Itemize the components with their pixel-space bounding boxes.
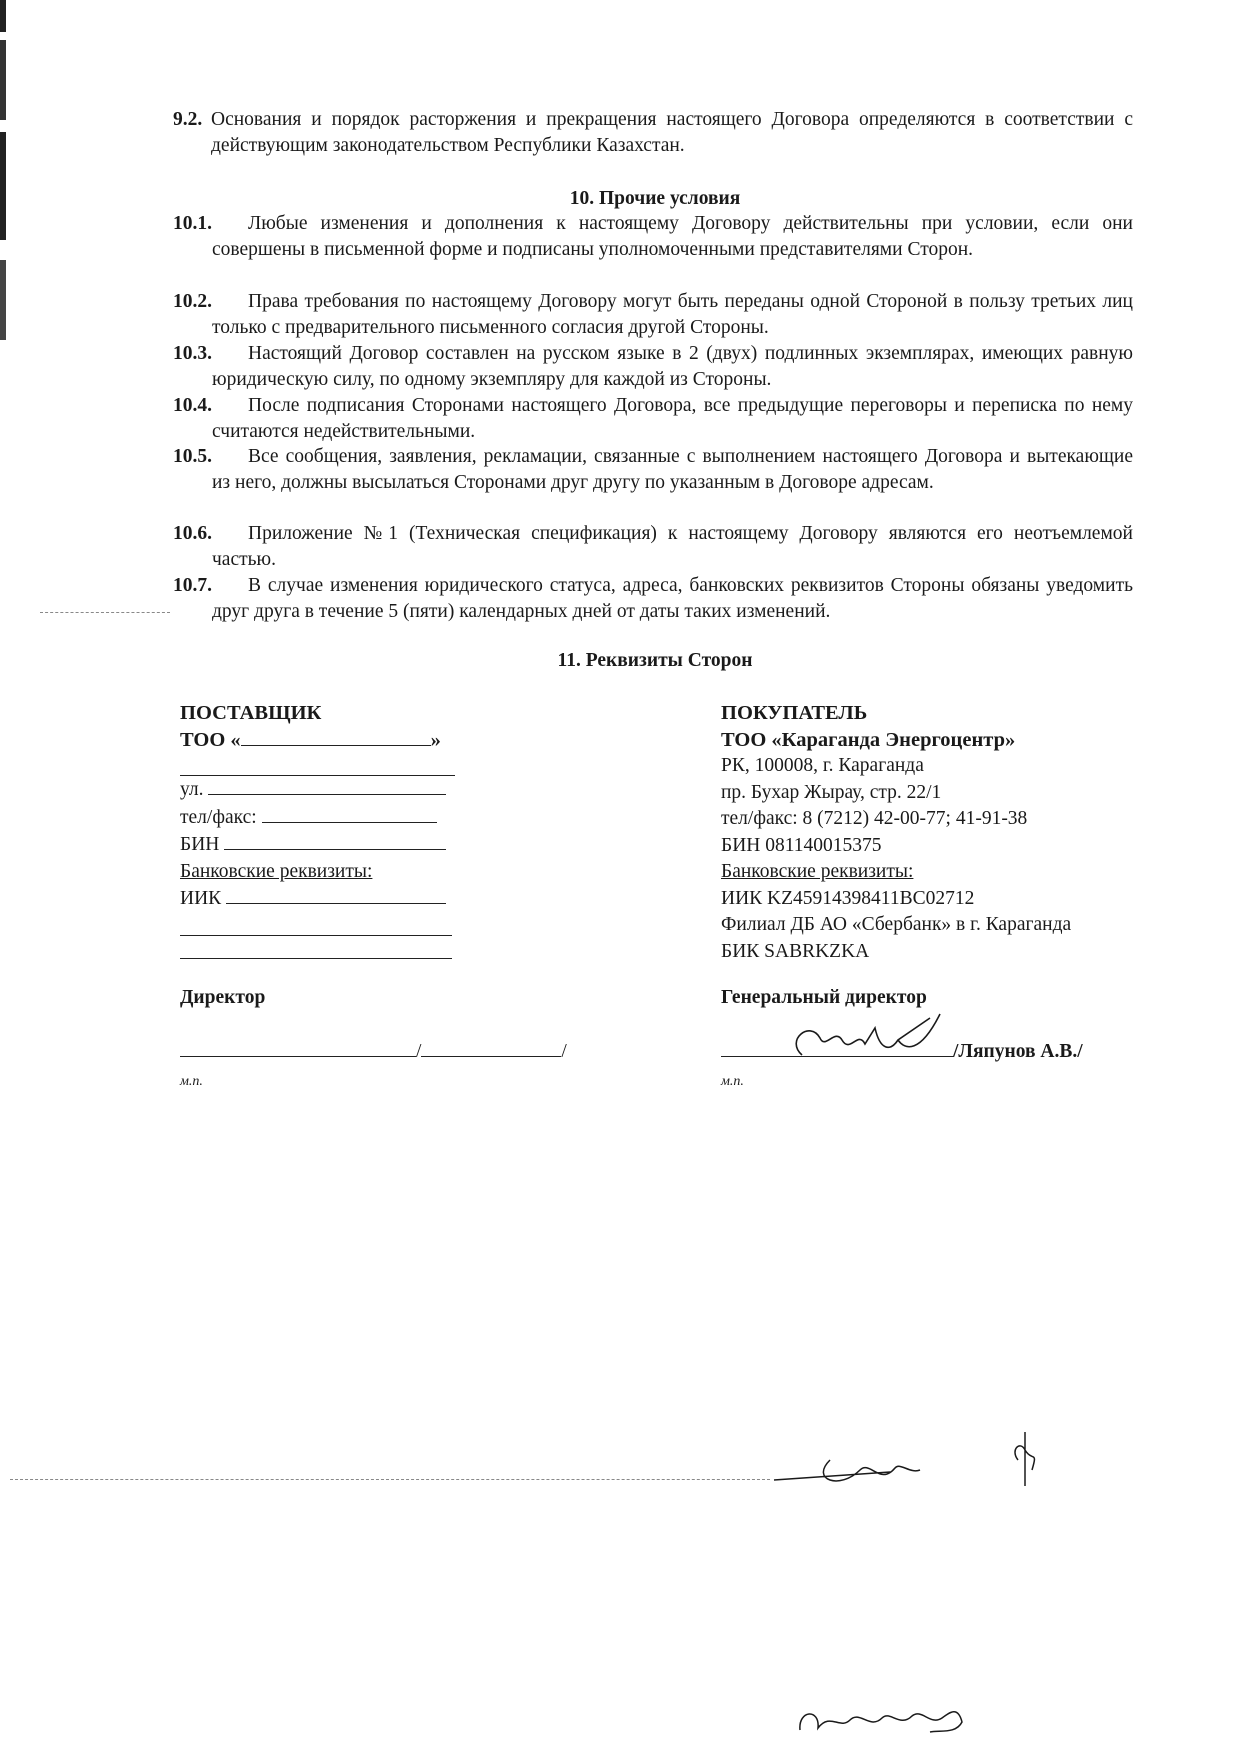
clause-number: 10.4. [173,395,212,416]
supplier-phone [180,804,460,832]
supplier-blank-line [180,936,452,959]
supplier-street [180,776,460,804]
clause-9-2 [173,107,1133,159]
supplier-bin [180,831,460,859]
clause-number: 10.5. [173,446,212,467]
buyer-signature [780,1010,960,1070]
clause-10-4 [173,393,1133,445]
buyer-branch: Филиал ДБ АО «Сбербанк» в г. Караганда [721,914,1072,935]
initials-signature-2 [770,1450,950,1500]
clause-text: Все сообщения, заявления, рекламации, связанные с выполнением настоящего Договора и вытекающие из него, должны высылаться Сторонами друг другу по указанным в Договоре адресам. [212,446,1133,493]
clause-10-3 [173,341,1133,393]
clause-10-1 [173,211,1133,263]
supplier-sign-blank [180,1038,416,1057]
buyer-block [721,700,1141,965]
clause-10-2 [173,289,1133,341]
buyer-address-1: РК, 100008, г. Караганда [721,755,924,776]
supplier-org [180,727,460,754]
scan-dash-line [10,1479,770,1480]
clause-text: Приложение №1 (Техническая спецификация) к настоящему Договору являются его неотъемлемой частью. [212,523,1133,570]
clause-text: В случае изменения юридического статуса, адреса, банковских реквизитов Стороны обязаны уведомить друг друга в течение 5 (пяти) календарных дней от даты таких изменений. [212,575,1133,622]
supplier-org-blank [241,727,431,746]
supplier-phone-blank [262,804,437,823]
clause-text: Права требования по настоящему Договору могут быть переданы одной Стороной в пользу третьих лиц только с предварительного письменного согласия другой Стороны. [212,291,1133,338]
clause-text: Основания и порядок расторжения и прекращения настоящего Договора определяются в соответствии с действующим законодательством Республики Казахстан. [211,109,1133,156]
clause-number: 9.2. [173,109,203,130]
clause-10-6 [173,521,1133,573]
supplier-heading: ПОСТАВЩИК [180,702,322,724]
clause-text: Любые изменения и дополнения к настоящему Договору действительны при условии, если они совершены в письменной форме и подписаны уполномоченными представителями Сторон. [212,213,1133,260]
clause-number: 10.3. [173,343,212,364]
initials-signature-3 [1010,1430,1040,1490]
clause-number: 10.7. [173,575,212,596]
buyer-bik: БИК SABRKZKA [721,940,870,962]
supplier-iik [180,885,460,913]
buyer-stamp-place: м.п. [721,1074,744,1089]
buyer-bank-label: Банковские реквизиты: [721,861,914,882]
clause-10-5 [173,444,1133,496]
supplier-bin-blank [224,831,446,850]
supplier-iik-label: ИИК [180,888,222,909]
clause-text: После подписания Сторонами настоящего Договора, все предыдущие переговоры и переписка по нему считаются недействительными. [212,395,1133,442]
supplier-stamp-place: м.п. [180,1074,203,1089]
supplier-org-suffix: » [430,728,441,751]
clause-number: 10.6. [173,523,212,544]
supplier-phone-label: тел/факс: [180,806,257,828]
buyer-org: ТОО «Караганда Энергоцентр» [721,728,1016,751]
supplier-sign-slash: / [561,1041,567,1062]
clause-text: Настоящий Договор составлен на русском языке в 2 (двух) подлинных экземплярах, имеющих равную юридическую силу, по одному экземпляру для каждой из Стороны. [212,343,1133,390]
supplier-bank-label: Банковские реквизиты: [180,860,373,882]
supplier-sign-slash: / [416,1041,422,1062]
scan-dash-line [40,612,170,613]
buyer-phone: тел/факс: 8 (7212) 42-00-77; 41-91-38 [721,808,1028,829]
initials-signature-1 [790,1700,990,1740]
buyer-bin: БИН 081140015375 [721,834,882,856]
buyer-signer-title: Генеральный директор [721,987,927,1008]
supplier-street-label: ул. [180,779,204,800]
buyer-iik: ИИК KZ45914398411BC02712 [721,887,975,909]
supplier-iik-blank [226,885,446,904]
supplier-blank-line [180,913,452,936]
buyer-signer-name: /Ляпунов А.В./ [953,1041,1083,1062]
supplier-org-prefix: ТОО « [180,728,241,751]
clause-number: 10.1. [173,213,212,234]
supplier-name-blank [421,1038,561,1057]
supplier-bin-label: БИН [180,834,220,855]
supplier-signer-title: Директор [180,987,266,1008]
section-10-title: 10. Прочие условия [569,188,741,209]
buyer-address-2: пр. Бухар Жырау, стр. 22/1 [721,781,942,803]
clause-10-7 [173,573,1133,625]
supplier-street-blank [208,776,446,795]
clause-number: 10.2. [173,291,212,312]
supplier-block [180,700,460,959]
supplier-signature-line [180,1038,567,1063]
section-11-title: 11. Реквизиты Сторон [557,650,753,671]
supplier-blank-line [180,753,455,776]
buyer-heading: ПОКУПАТЕЛЬ [721,702,868,724]
